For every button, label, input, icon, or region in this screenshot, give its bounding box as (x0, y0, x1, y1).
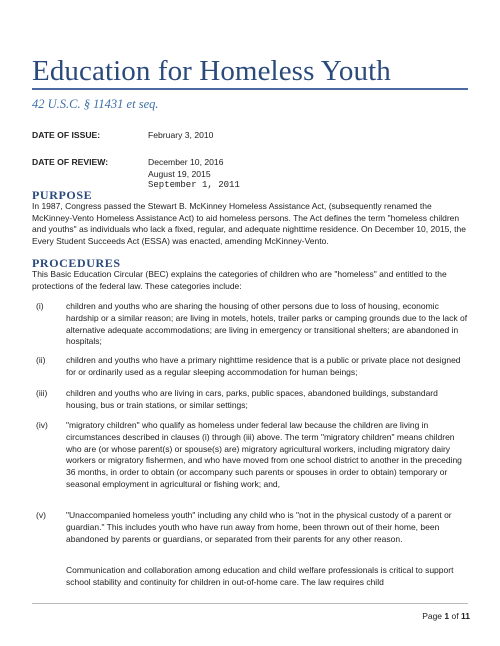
list-item-number: (iii) (36, 388, 48, 398)
list-item-text: "migratory children" who qualify as homeless under federal law because the children are living in circumstances described in clauses (i) through (iii) above. The term "migratory children" means children who are (or whose parent(s) or spouse(s) are) migratory agricultural workers, including migratory dairy workers or migratory fishermen, and who have moved from one school district to another in the preceding 36 months, in order to obtain (or accompany such parents or spouses in order to obtain) temporary or seasonal employment in agricultural or fishing work; and, (66, 420, 462, 489)
review-date-label: DATE OF REVIEW: (32, 157, 109, 167)
list-item-text: children and youths who are living in cars, parks, public spaces, abandoned buildings, substandard housing, bus or train stations, or similar settings; (66, 388, 438, 410)
procedures-intro: This Basic Education Circular (BEC) explains the categories of children who are "homeless" and entitled to the protections of the federal law. These categories include: (32, 269, 447, 291)
list-item-number: (iv) (36, 420, 48, 430)
document-title: Education for Homeless Youth (32, 55, 391, 87)
issue-date-label: DATE OF ISSUE: (32, 130, 101, 140)
purpose-heading: PURPOSE (32, 188, 93, 202)
purpose-paragraph: In 1987, Congress passed the Stewart B. McKinney Homeless Assistance Act, (subsequently renamed the McKinney-Vento Homeless Assistance Act) to aid homeless persons. The Act defines the term "homeless children and youths" as individuals who lack a fixed, regular, and adequate nighttime residence. On December 10, 2015, the Every Student Succeeds Act (ESSA) was enacted, amending McKinney-Vento. (32, 201, 466, 246)
list-item-text: "Unaccompanied homeless youth" including any child who is "not in the physical custody of a parent or guardian." This includes youth who have run away from home, been thrown out of their home, been abandoned by parents or guardians, or separated from their parents for any other reason. (66, 510, 452, 544)
list-item-number: (v) (36, 510, 46, 520)
review-date-value: September 1, 2011 (148, 180, 240, 190)
review-date-value: December 10, 2016 (148, 157, 224, 167)
list-item-text: children and youths who have a primary nighttime residence that is a public or private place not designed for or ordinarily used as a regular sleeping accommodation for human beings; (66, 355, 461, 377)
page-number: Page 1 of 11 (422, 611, 470, 621)
review-date-value: August 19, 2015 (148, 168, 211, 179)
list-item-number: (i) (36, 301, 44, 311)
title-divider (32, 88, 468, 90)
footer-divider (32, 603, 468, 604)
procedures-heading: PROCEDURES (32, 256, 121, 270)
list-item-text: children and youths who are sharing the housing of other persons due to loss of housing, economic hardship or a similar reason; are living in motels, hotels, trailer parks or camping grounds due to the lack of alternative adequate accommodations; are living in emergency or transitional shelters; are abandoned in hospitals; (66, 301, 468, 347)
followup-paragraph: Communication and collaboration among education and child welfare professionals is critical to support school stability and continuity for children in out-of-home care. The law requires child (66, 565, 454, 587)
legal-citation: 42 U.S.C. § 11431 et seq. (32, 97, 159, 111)
issue-date-value: February 3, 2010 (148, 130, 214, 140)
list-item-number: (ii) (36, 355, 46, 365)
